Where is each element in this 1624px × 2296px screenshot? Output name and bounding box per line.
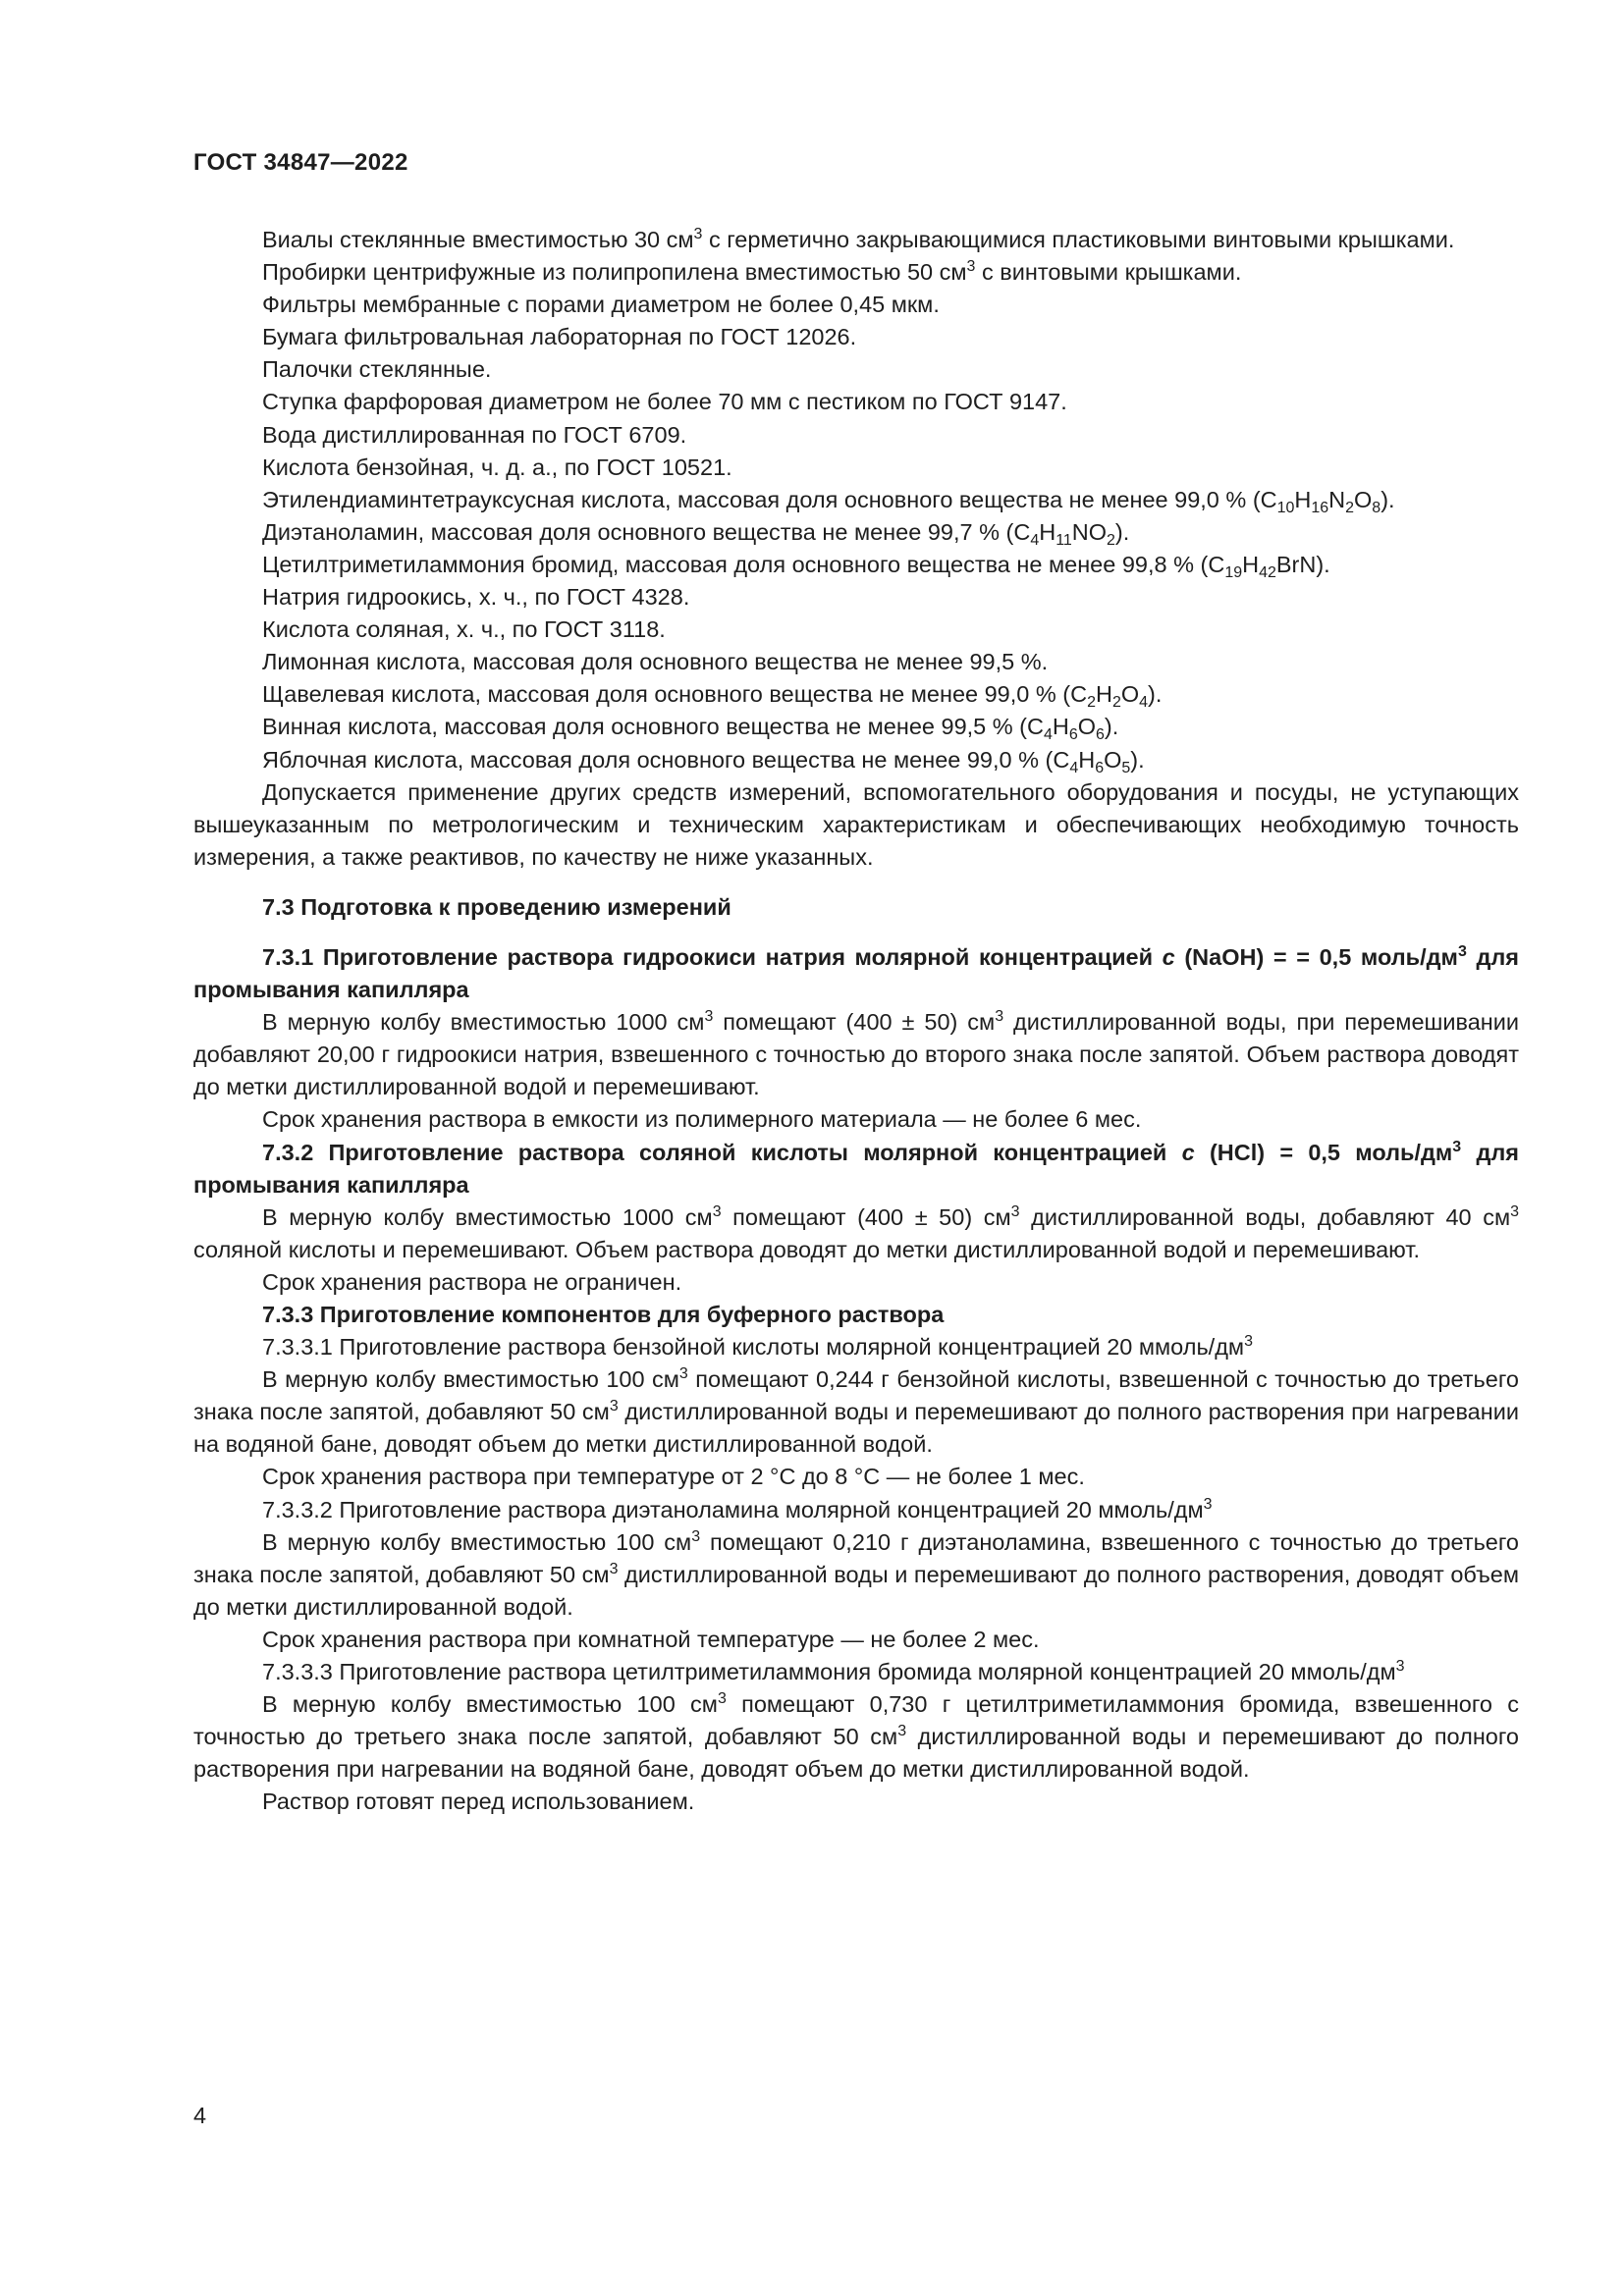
section-7-3-1-heading: 7.3.1 Приготовление раствора гидроокиси натрия молярной концентрацией c (NaOH) = = 0,5 моль/$дм^3$ для промывания капилляра: [193, 943, 1520, 1003]
item-allowed-note: Допускается применение других средств измерений, вспомогательного оборудования и посуды, не уступающих вышеуказанным по метрологическим и техническим характеристикам и обеспечивающих необходимую точность измерения, а также реактивов, по качеству не ниже указанных.: [193, 778, 1519, 870]
item-oxalic: Щавелевая кислота, массовая доля основного вещества не менее 99,0 % $(C_2H_2O_4)$.: [262, 681, 1163, 712]
item-mortar: Ступка фарфоровая диаметром не более 70 мм с пестиком по ГОСТ 9147.: [262, 389, 1067, 415]
item-naoh: Натрия гидроокись, х. ч., по ГОСТ 4328.: [262, 584, 690, 611]
item-filters: Фильтры мембранные с порами диаметром не более 0,45 мкм.: [262, 292, 940, 318]
item-edta: Этилендиаминтетрауксусная кислота, массовая доля основного вещества не менее 99,0 % $(C_{10}H_{16}N_2O_8)$.: [262, 486, 1395, 516]
item-ctab: Цетилтриметиламмония бромид, массовая доля основного вещества не менее 99,8 % $(C_{19}H_{42}BrN)$.: [262, 551, 1330, 581]
section-7-3-3-3-heading: 7.3.3.3 Приготовление раствора цетилтриметиламмония бромида молярной концентрацией 20 ммоль/$дм^3$: [262, 1658, 1405, 1685]
item-tubes: Пробирки центрифужные из полипропилена вместимостью 50 $см^3$ с винтовыми крышками.: [262, 258, 1242, 286]
item-hcl: Кислота соляная, х. ч., по ГОСТ 3118.: [262, 616, 666, 643]
section-7-3-2-storage: Срок хранения раствора не ограничен.: [262, 1268, 682, 1295]
section-7-3-3-2-storage: Срок хранения раствора при комнатной температуре — не более 2 мес.: [262, 1626, 1040, 1652]
item-rods: Палочки стеклянные.: [262, 356, 492, 383]
item-paper: Бумага фильтровальная лабораторная по ГОСТ 12026.: [262, 324, 857, 350]
section-7-3-2-heading: 7.3.2 Приготовление раствора соляной кислоты молярной концентрацией c (HCl) = 0,5 моль/$дм^3$ для промывания капилляра: [193, 1138, 1520, 1198]
item-water: Вода дистиллированная по ГОСТ 6709.: [262, 421, 687, 448]
section-7-3-3-2-heading: 7.3.3.2 Приготовление раствора диэтаноламина молярной концентрацией 20 ммоль/$дм^3$: [262, 1495, 1213, 1522]
document-header: ГОСТ 34847—2022: [193, 149, 408, 176]
section-7-3-3-1-heading: 7.3.3.1 Приготовление раствора бензойной кислоты молярной концентрацией 20 ммоль/$дм^3$: [262, 1333, 1253, 1361]
document-body: [193, 224, 1519, 1819]
page-number: 4: [193, 2103, 207, 2128]
item-vials: Виалы стеклянные вместимостью 30 $см^3$ с герметично закрывающимися пластиковыми винтовыми крышками.: [262, 226, 1455, 252]
section-7-3-1-text: В мерную колбу вместимостью 1000 $см^3$ помещают (400 ± 50) $см^3$ дистиллированной воды, при перемешивании добавляют 20,00 г гидроокиси натрия, взвешенного с точностью до второго знака после запятой. Объем раствора доводят до метки дистиллированной водой и перемешивают.: [193, 1008, 1520, 1100]
section-7-3-3-2-text: В мерную колбу вместимостью 100 $см^3$ помещают 0,210 г диэтаноламина, взвешенного с точностью до третьего знака после запятой, добавляют 50 $см^3$ дистиллированной воды и перемешивают до полного растворения, доводят объем до метки дистиллированной водой.: [193, 1527, 1520, 1620]
item-benzoic: Кислота бензойная, ч. д. а., по ГОСТ 10521.: [262, 454, 732, 480]
item-citric: Лимонная кислота, массовая доля основного вещества не менее 99,5 %.: [262, 649, 1049, 675]
section-7-3-2-text: В мерную колбу вместимостью 1000 $см^3$ помещают (400 ± 50) $см^3$ дистиллированной воды, добавляют 40 $см^3$ соляной кислоты и перемешивают. Объем раствора доводят до метки дистиллированной водой и перемешивают.: [193, 1202, 1519, 1262]
section-7-3-heading: 7.3 Подготовка к проведению измерений: [262, 893, 731, 920]
item-tartaric: Винная кислота, массовая доля основного вещества не менее 99,5 % $(C_4H_6O_6)$.: [262, 714, 1119, 744]
item-dea: Диэтаноламин, массовая доля основного вещества не менее 99,7 % $(C_4H_{11}NO_2)$.: [262, 518, 1130, 549]
section-7-3-3-1-text: В мерную колбу вместимостью 100 $см^3$ помещают 0,244 г бензойной кислоты, взвешенной с точностью до третьего знака после запятой, добавляют 50 $см^3$ дистиллированной воды и перемешивают до полного растворения при нагревании на водяной бане, доводят объем до метки дистиллированной водой.: [193, 1365, 1519, 1458]
item-malic: Яблочная кислота, массовая доля основного вещества не менее 99,0 % $(C_4H_6O_5)$.: [262, 746, 1145, 776]
section-7-3-3-1-storage: Срок хранения раствора при температуре от 2 °C до 8 °C — не более 1 мес.: [262, 1464, 1085, 1490]
section-7-3-3-3-note: Раствор готовят перед использованием.: [262, 1789, 695, 1815]
section-7-3-3-3-text: В мерную колбу вместимостью 100 $см^3$ помещают 0,730 г цетилтриметиламмония бромида, взвешенного с точностью до третьего знака после запятой, добавляют 50 $см^3$ дистиллированной воды и перемешивают до полного растворения при нагревании на водяной бане, доводят объем до метки дистиллированной водой.: [193, 1690, 1519, 1783]
section-7-3-1-storage: Срок хранения раствора в емкости из полимерного материала — не более 6 мес.: [262, 1106, 1142, 1133]
section-7-3-3-heading: 7.3.3 Приготовление компонентов для буферного раствора: [262, 1302, 945, 1327]
